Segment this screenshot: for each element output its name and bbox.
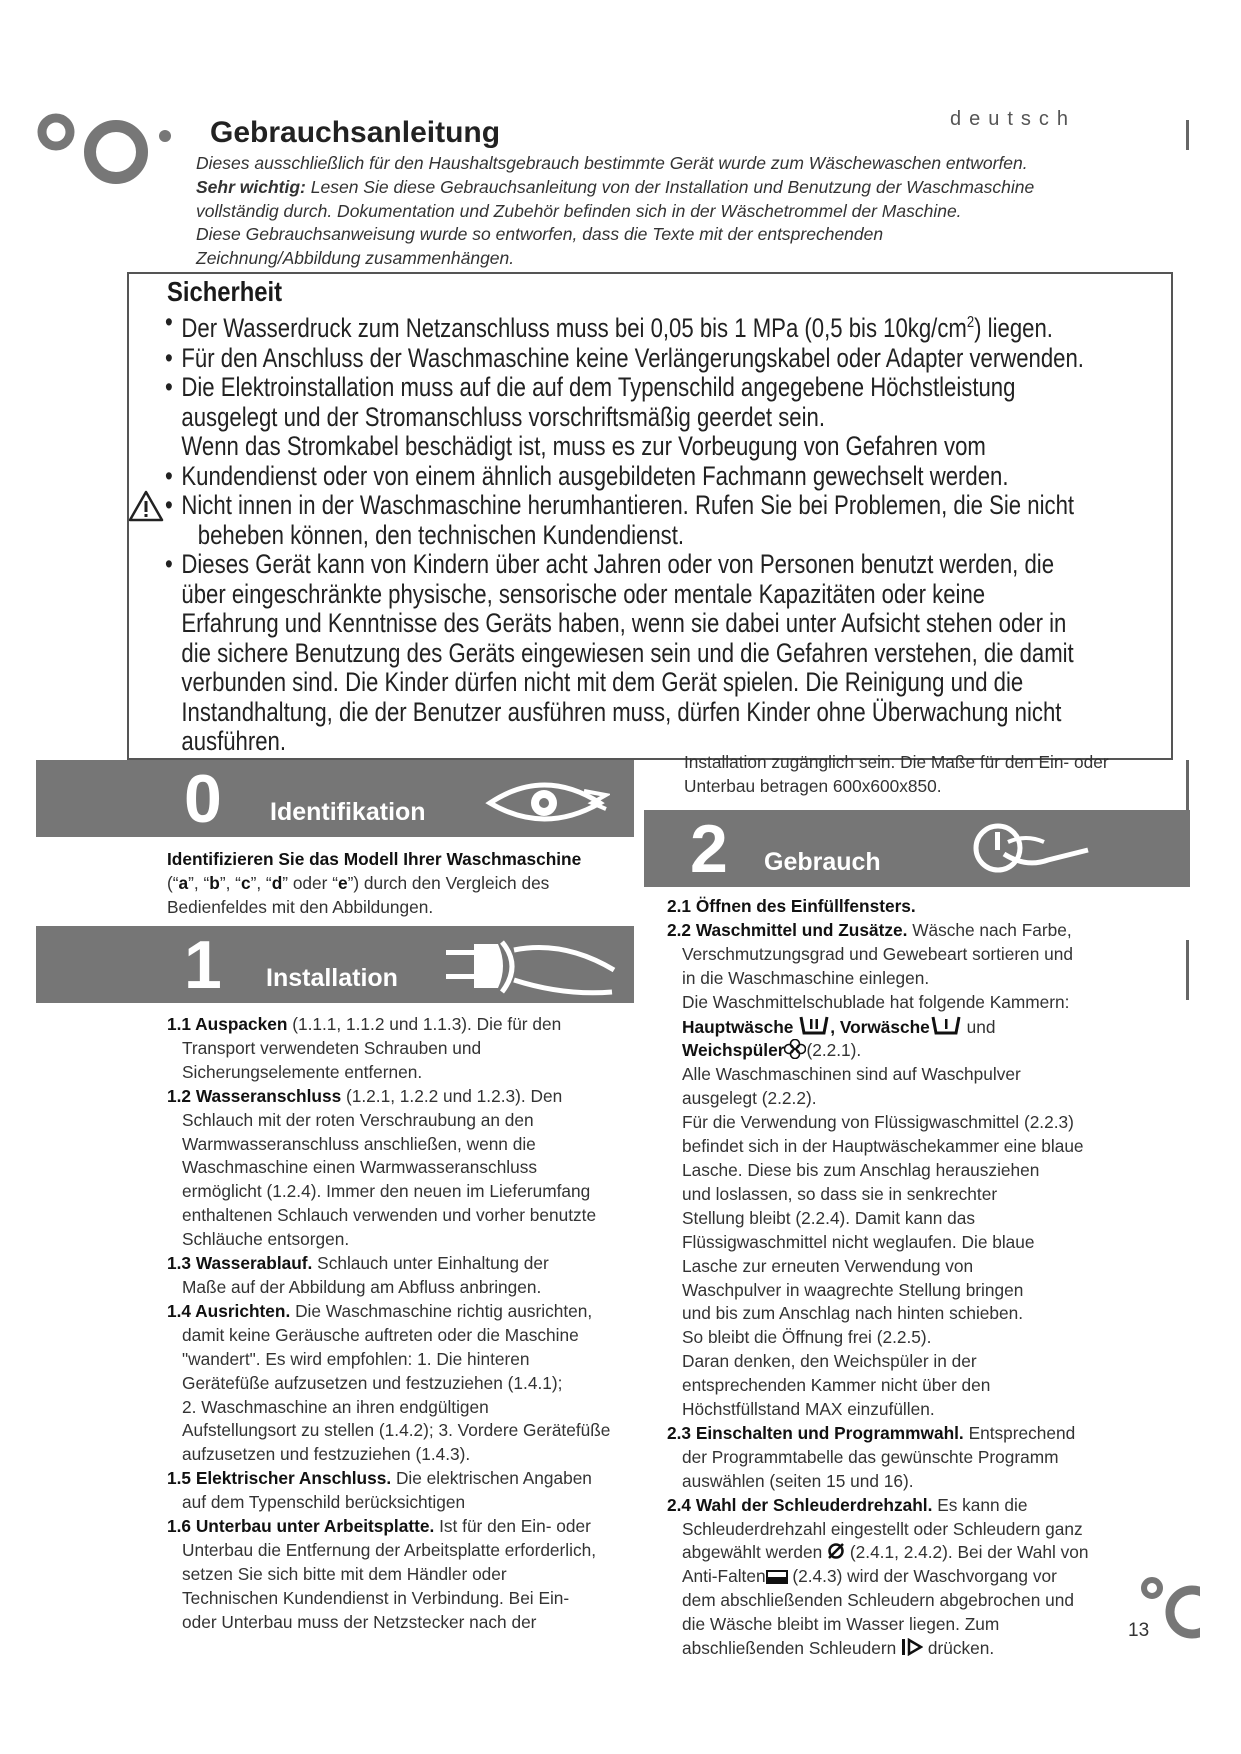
- softener-flower-icon: [784, 1039, 806, 1059]
- plug-icon: [444, 930, 624, 1002]
- logo-circles: [28, 108, 188, 208]
- language-label: deutsch: [950, 108, 1077, 130]
- logo-circles-corner: [1140, 1574, 1200, 1644]
- section-2-number: 2: [690, 811, 728, 887]
- section-1-text: 1.1 Auspacken (1.1.1, 1.1.2 und 1.1.3). Die für den Transport verwendeten Schrauben und Sicherungselemente entfernen. 1.2 Wasseranschluss (1.2.1, 1.2.2 und 1.2.3). Den Schlauch mit der roten Verschraubung an den Warmwasseranschluss anschließen, wenn die Waschmaschine einen Warmwasseranschluss ermöglicht (1.2.4). Immer den neuen im Lieferumfang enthaltenen Schlauch verwenden und vorher benutzte Schläuche entsorgen. 1.3 Wasserablauf. Schlauch unter Einhaltung der Maße auf der Abbildung am Abfluss anbringen. 1.4 Ausrichten. Die Waschmaschine richtig ausrichten, damit keine Geräusche auftreten oder die Maschine "wandert". Es wird empfohlen: 1. Die hinteren Gerätefüße aufzusetzen und festzuziehen (1.4.1); 2. Waschmaschine an ihren endgültigen Aufstellungsort zu stellen (1.4.2); 3. Vordere Gerätefüße aufzusetzen und festzuziehen (1.4.3). 1.5 Elektrischer Anschluss. Die elektrischen Angaben auf dem Typenschild berücksichtigen 1.6 Unterbau unter Arbeitsplatte. Ist für den Ein- oder Unterbau die Entfernung der Arbeitsplatte erforderlich, setzen Sie sich bitte mit dem Händler oder Technischen Kundendienst in Verbindung. Bei Ein- oder Unterbau muss der Netzstecker nach der: [167, 1014, 611, 1632]
- wash-tub-icon: [930, 1015, 962, 1035]
- right-top-text: Installation zugänglich sein. Die Maße für den Ein- oder Unterbau betragen 600x600x850.: [684, 752, 1109, 796]
- warning-triangle-icon: [128, 490, 164, 522]
- page-title: Gebrauchsanleitung: [210, 116, 501, 149]
- intro-text: Dieses ausschließlich für den Haushaltsgebrauch bestimmte Gerät wurde zum Wäschewaschen entworfen. Sehr wichtig: Lesen Sie diese Gebrauchsanleitung von der Installation und Benutzung der Waschmaschine vollständig durch. Dokumentation und Zubehör befinden sich in der Wäschetrommel der Maschine. Diese Gebrauchsanweisung wurde so entworfen, dass die Texte mit der entsprechenden Zeichnung/Abbildung zusammenhängen.: [196, 153, 1035, 269]
- safety-body: • Der Wasserdruck zum Netzanschluss muss bei 0,05 bis 1 MPa (0,5 bis $10kg/cm^2$) liegen. • Für den Anschluss der Waschmaschine keine Verlängerungskabel oder Adapter verwenden. • Die Elektroinstallation muss auf die auf dem Typenschild angegebene Höchstleistung ausgelegt und der Stromanschluss vorschriftsmäßig geerdet sein. Wenn das Stromkabel beschädigt ist, muss es zur Vorbeugung von Gefahren vom • Kundendienst oder von einem ähnlich ausgebildeten Fachmann gewechselt werden. • Nicht innen in der Waschmaschine herumhantieren. Rufen Sie bei Problemen, die Sie nicht beheben können, den technischen Kundendienst. • Dieses Gerät kann von Kindern über acht Jahren oder von Personen benutzt werden, die über eingeschränkte physische, sensorische oder mentale Kapazitäten oder keine Erfahrung und Kenntnisse des Geräts haben, wenn sie dabei unter Aufsicht stehen oder in die sichere Benutzung des Geräts eingewiesen sein und die Gefahren verstehen, die damit verbunden sind. Die Kinder dürfen nicht mit dem Gerät spielen. Die Reinigung und die Instandhaltung, die der Benutzer ausführen muss, dürfen Kinder ohne Überwachung nicht ausführen.: [165, 308, 1174, 757]
- page-number: 13: [1128, 1620, 1150, 1641]
- section-1-number: 1: [184, 927, 222, 1003]
- no-spin-icon: [827, 1542, 845, 1560]
- section-2-label: Gebrauch: [764, 848, 881, 876]
- edge-mark: [1186, 940, 1189, 1000]
- wash-tub-icon: [798, 1015, 830, 1035]
- section-0-label: Identifikation: [270, 798, 426, 826]
- section-1-label: Installation: [266, 964, 398, 992]
- edge-mark: [1186, 120, 1189, 150]
- intro-bold: Sehr wichtig:: [196, 176, 306, 197]
- play-pause-icon: [901, 1638, 923, 1656]
- section-0-text: Identifizieren Sie das Modell Ihrer Waschmaschine (“a”, “b”, “c”, “d” oder “e”) durch den Vergleich des Bedienfeldes mit den Abbildungen.: [167, 849, 582, 917]
- anti-crease-icon: [766, 1568, 788, 1584]
- section-0-number: 0: [184, 761, 222, 837]
- safety-title: Sicherheit: [167, 276, 283, 307]
- power-button-icon: [968, 818, 1098, 880]
- eye-icon: [484, 773, 610, 831]
- section-2-text: 2.1 Öffnen des Einfüllfensters. 2.2 Waschmittel und Zusätze. Wäsche nach Farbe, Verschmutzungsgrad und Gewebeart sortieren und in die Waschmaschine einlegen. Die Waschmittelschublade hat folgende Kammern: Hauptwäsche , Vorwäsche und Weichspüler (2.2.1). Alle Waschmaschinen sind auf Waschpulver ausgelegt (2.2.2). Für die Verwendung von Flüssigwaschmittel (2.2.3) befindet sich in der Hauptwäschekammer eine blaue Lasche. Diese bis zum Anschlag herausziehen und loslassen, so dass sie in senkrechter Stellung bleibt (2.2.4). Damit kann das Flüssigwaschmittel nicht weglaufen. Die blaue Lasche zur erneuten Verwendung von Waschpulver in waagrechte Stellung bringen und bis zum Anschlag nach hinten schieben. So bleibt die Öffnung frei (2.2.5). Daran denken, den Weichspüler in der entsprechenden Kammer nicht über den Höchstfüllstand MAX einzufüllen. 2.3 Einschalten und Programmwahl. Entsprechend der Programmtabelle das gewünschte Programm auswählen (seiten 15 und 16). 2.4 Wahl der Schleuderdrehzahl. Es kann die Schleuderdrehzahl eingestellt oder Schleudern ganz abgewählt werden (2.4.1, 2.4.2). Bei der Wahl von Anti-Falten (2.4.3) wird der Waschvorgang vor dem abschließenden Schleudern abgebrochen und die Wäsche bleibt im Wasser liegen. Zum abschließenden Schleudern drücken.: [667, 896, 1089, 1659]
